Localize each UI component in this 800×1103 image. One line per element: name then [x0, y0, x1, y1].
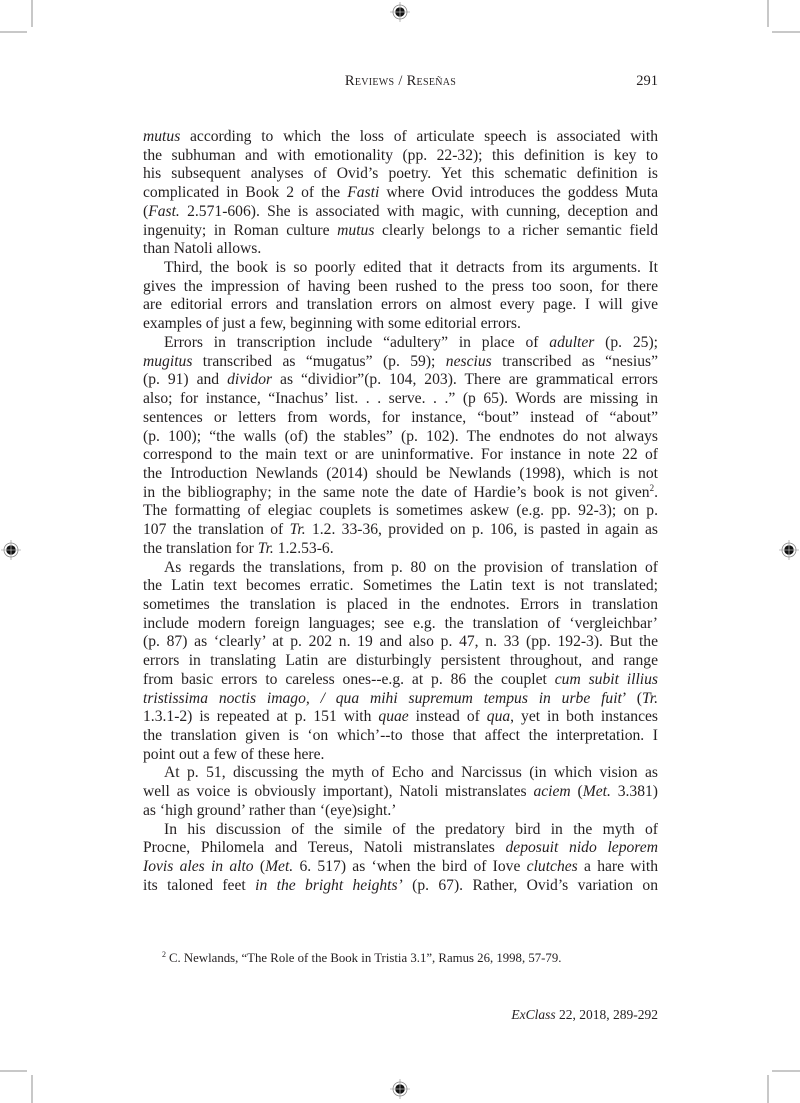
text-segment: than Natoli allows.	[143, 240, 262, 258]
italic-text: clutches	[526, 858, 578, 876]
registration-target-icon	[778, 539, 800, 561]
text-segment: As regards the translations, from p. 80 on the provision of translation of	[164, 558, 658, 576]
italic-text: Met.	[265, 858, 294, 876]
text-segment: clearly belongs to a richer semantic field	[374, 221, 658, 239]
text-segment: .	[654, 483, 658, 501]
text-line	[143, 203, 658, 222]
text-segment: 3.381)	[610, 783, 659, 801]
text-segment: Errors in transcription include “adultery” in place of	[164, 333, 550, 351]
text-segment: transcribed as “mugatus” (p. 59);	[192, 352, 446, 370]
text-line	[143, 540, 658, 559]
footnote-reference: 2	[649, 482, 655, 493]
text-segment: gives the impression of having been rushed to the press too soon, for there	[143, 277, 658, 295]
text-line	[143, 596, 658, 615]
italic-text: tristissima noctis imago, / qua mihi supremum tempus in urbe fuit	[143, 689, 622, 707]
text-line	[143, 240, 658, 259]
italic-text: mutus	[143, 128, 181, 145]
text-segment: (	[143, 202, 149, 220]
text-segment: examples of just a few, beginning with some editorial errors.	[143, 315, 521, 333]
text-segment: also; for instance, “Inachus’ list. . . serve. . .” (p 65). Words are missing in	[143, 390, 658, 408]
text-segment: are editorial errors and translation errors on almost every page. I will give	[143, 296, 658, 314]
italic-text: dividor	[227, 371, 273, 389]
registration-target-icon	[0, 539, 22, 561]
page-header	[143, 73, 658, 93]
text-segment: Procne, Philomela and Tereus, Natoli mistranslates	[143, 839, 506, 857]
text-segment: as “dividior”(p. 104, 203). There are grammatical errors	[272, 371, 659, 389]
text-segment: transcribed as “nesius”	[491, 352, 658, 370]
italic-text: Tr.	[289, 521, 306, 539]
text-segment: the translation given is ‘on which’--to those that affect the interpretation. I	[143, 727, 658, 744]
italic-text: Fast.	[148, 202, 180, 220]
text-line	[143, 390, 658, 409]
text-segment: in the bibliography; in the same note the date of Hardie’s book is not given	[143, 483, 650, 501]
text-segment: well as voice is obviously important), Natoli mistranslates	[143, 783, 534, 801]
text-line	[143, 821, 658, 840]
text-segment: a hare with	[577, 858, 659, 876]
crop-mark-bottom-left-v	[31, 1075, 33, 1103]
italic-text: Fasti	[347, 184, 380, 202]
text-segment: correspond to the main text or are uninformative. For instance in note 22 of	[143, 446, 658, 464]
text-line	[143, 315, 658, 334]
text-line	[143, 708, 658, 727]
journal-name: ExClass	[511, 1007, 556, 1022]
text-line	[143, 652, 658, 671]
text-line	[143, 690, 658, 709]
italic-text: Tr.	[641, 689, 658, 707]
journal-details: 22, 2018, 289-292	[555, 1007, 658, 1022]
text-line	[143, 559, 658, 578]
text-segment: complicated in Book 2 of the	[143, 184, 348, 202]
italic-text: qua	[486, 708, 511, 726]
italic-text: mutus	[337, 221, 375, 239]
italic-text: aciem	[533, 783, 571, 801]
crop-mark-top-right-v	[767, 0, 769, 27]
text-line	[143, 877, 658, 896]
text-segment: (p. 100); “the walls (of) the stables” (p. 102). The endnotes do not always	[143, 427, 658, 445]
text-segment: (	[570, 783, 583, 801]
italic-text: deposuit nido leporem	[505, 839, 658, 857]
text-segment: 1.2.53-6.	[273, 539, 334, 557]
text-line	[143, 802, 658, 821]
text-line	[143, 147, 658, 166]
text-segment: according to which the loss of articulate speech is associated with	[180, 128, 658, 145]
text-segment: as ‘high ground’ rather than ‘(eye)sight.’	[143, 801, 397, 819]
crop-mark-top-left-v	[31, 0, 33, 27]
text-segment: instead of	[408, 708, 487, 726]
crop-mark-top-right-h	[772, 31, 800, 33]
crop-mark-bottom-right-v	[767, 1075, 769, 1103]
text-line	[143, 633, 658, 652]
italic-text: mugitus	[143, 352, 193, 370]
text-line	[143, 858, 658, 877]
text-line	[143, 521, 658, 540]
footnote-text: C. Newlands, “The Role of the Book in Tristia 3.1”, Ramus 26, 1998, 57-79.	[169, 951, 562, 965]
text-segment: sometimes the translation is placed in the endnotes. Errors in translation	[143, 595, 658, 613]
text-segment: the subhuman and with emotionality (pp. 22-32); this definition is key to	[143, 146, 658, 164]
text-segment: from basic errors to careless ones--e.g. at p. 86 the couplet	[143, 670, 555, 688]
text-segment: At p. 51, discussing the myth of Echo and Narcissus (in which vision as	[164, 764, 658, 782]
text-segment: the Introduction Newlands (2014) should be Newlands (1998), which is not	[143, 464, 658, 482]
registration-target-icon	[389, 1078, 411, 1100]
text-segment: include modern foreign languages; see e.g. the translation of ‘vergleichbar’	[143, 614, 658, 632]
text-segment: (	[253, 858, 266, 876]
text-line	[143, 746, 658, 765]
text-segment: ingenuity; in Roman culture	[143, 221, 338, 239]
italic-text: nescius	[445, 352, 492, 370]
crop-mark-bottom-right-h	[772, 1070, 800, 1072]
text-line	[143, 184, 658, 203]
text-line	[143, 671, 658, 690]
text-segment: In his discussion of the simile of the predatory bird in the myth of	[164, 820, 658, 838]
text-segment: Third, the book is so poorly edited that it detracts from its arguments. It	[164, 259, 658, 277]
text-segment: (p. 67). Rather, Ovid’s variation on	[402, 876, 658, 894]
text-segment: 2.571-606). She is associated with magic, with cunning, deception and	[179, 202, 658, 220]
text-segment: where Ovid introduces the goddess Muta	[379, 184, 658, 202]
crop-mark-top-left-h	[0, 31, 27, 33]
text-line	[143, 764, 658, 783]
text-segment: (p. 25);	[594, 333, 658, 351]
text-segment: , yet in both instances	[510, 708, 658, 726]
italic-text: in the bright heights’	[255, 876, 403, 894]
page-number: 291	[636, 73, 658, 89]
text-segment: the translation for	[143, 539, 258, 557]
text-segment: errors in translating Latin are disturbingly persistent throughout, and range	[143, 652, 658, 670]
journal-citation	[511, 1007, 658, 1023]
text-segment: 1.3.1-2) is repeated at p. 151 with	[143, 708, 379, 726]
italic-text: quae	[378, 708, 409, 726]
text-line	[143, 727, 658, 746]
text-segment: sentences or letters from words, for instance, “bout” instead of “about”	[143, 408, 658, 426]
text-line	[143, 353, 658, 372]
running-head: Reviews / Reseñas	[344, 73, 457, 89]
registration-target-icon	[389, 1, 411, 23]
text-line	[143, 839, 658, 858]
text-segment: point out a few of these here.	[143, 745, 325, 763]
text-segment: the Latin text becomes erratic. Sometimes the Latin text is not translated;	[143, 577, 658, 595]
text-line	[143, 128, 658, 147]
text-segment: The formatting of elegiac couplets is sometimes askew (e.g. pp. 92-3); on p.	[143, 502, 658, 520]
text-line	[143, 484, 658, 503]
italic-text: Met.	[582, 783, 611, 801]
text-line	[143, 296, 658, 315]
text-segment: 107 the translation of	[143, 521, 290, 539]
crop-mark-bottom-left-h	[0, 1070, 27, 1072]
text-line	[143, 409, 658, 428]
text-segment: ’ (	[621, 689, 642, 707]
text-line	[143, 465, 658, 484]
footnote-number: 2	[162, 950, 166, 959]
text-line	[143, 502, 658, 521]
text-segment: his subsequent analyses of Ovid’s poetry. Yet this schematic definition is	[143, 165, 658, 183]
text-line	[143, 165, 658, 184]
text-line	[143, 278, 658, 297]
text-line	[143, 577, 658, 596]
text-line	[143, 222, 658, 241]
text-line	[143, 428, 658, 447]
text-line	[143, 615, 658, 634]
italic-text: cum subit illius	[554, 670, 658, 688]
footnote	[162, 947, 662, 966]
text-segment: its taloned feet	[143, 876, 256, 894]
text-segment: (p. 91) and	[143, 371, 228, 389]
text-segment: (p. 87) as ‘clearly’ at p. 202 n. 19 and also p. 47, n. 33 (pp. 192-3). But the	[143, 633, 658, 651]
italic-text: Iovis ales in alto	[143, 858, 254, 876]
text-segment: 6. 517) as ‘when the bird of Iove	[293, 858, 527, 876]
body-text	[143, 128, 658, 895]
text-line	[143, 446, 658, 465]
text-line	[143, 371, 658, 390]
text-line	[143, 783, 658, 802]
text-segment: 1.2. 33-36, provided on p. 106, is pasted in again as	[305, 521, 658, 539]
text-line	[143, 259, 658, 278]
text-line	[143, 334, 658, 353]
italic-text: adulter	[549, 333, 595, 351]
italic-text: Tr.	[257, 539, 274, 557]
